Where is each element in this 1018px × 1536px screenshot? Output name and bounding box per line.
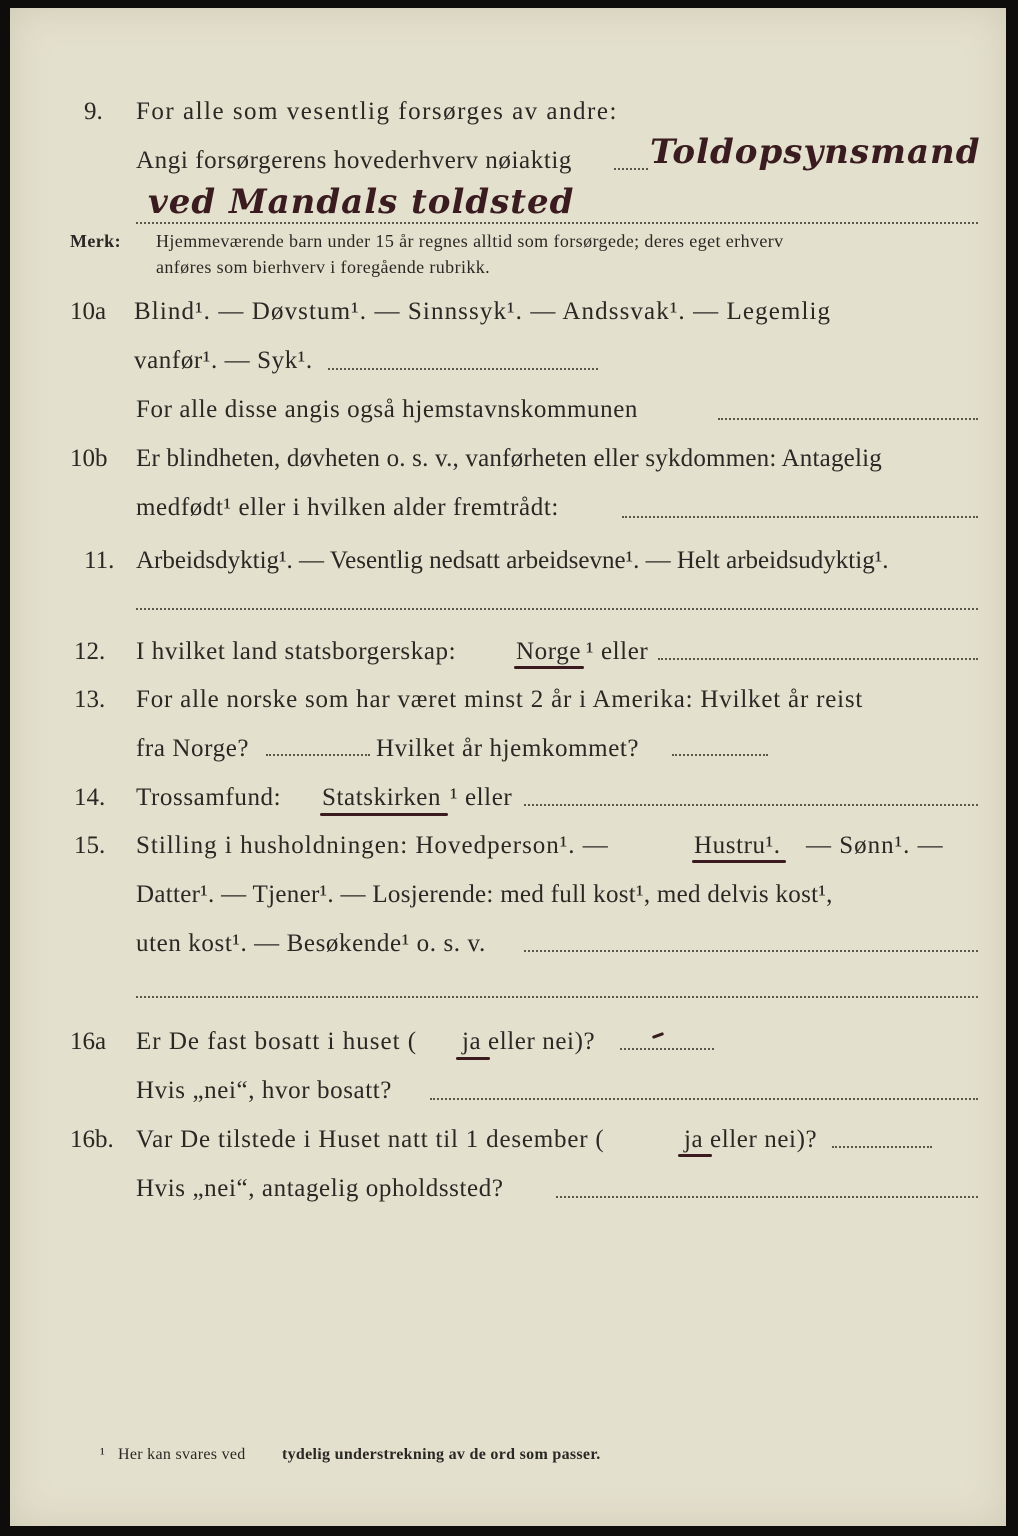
q16b-opholdssted-answer-line — [556, 1196, 978, 1198]
q10b-answer-line — [622, 516, 978, 518]
q15-answer-line2 — [136, 996, 978, 998]
q16b-line1c: eller nei)? — [710, 1126, 818, 1153]
q16a-option-ja: ja — [462, 1028, 482, 1055]
q16b-answer-line — [832, 1146, 932, 1148]
q10a-syk-answer-line — [328, 368, 598, 370]
q9-line1: For alle som vesentlig forsørges av andre: — [136, 98, 618, 125]
footnote-mark: ¹ — [100, 1446, 106, 1463]
q12-option-norge: Norge — [516, 638, 582, 665]
q16a-line1a: Er De fast bosatt i huset ( — [136, 1028, 418, 1055]
q10a-line3: For alle disse angis også hjemstavnskommunen — [136, 396, 639, 423]
q9-handwritten-answer-1: Toldopsynsmand — [650, 132, 981, 172]
q13-reist-answer-line — [266, 754, 370, 756]
q13-line2b: Hvilket år hjemkommet? — [376, 735, 640, 762]
q10b-number: 10b — [70, 445, 108, 472]
q10b-line2: medfødt¹ eller i hvilken alder fremtrådt: — [136, 494, 559, 521]
q11-line1: Arbeidsdyktig¹. — Vesentlig nedsatt arbeidsevne¹. — Helt arbeidsudyktig¹. — [136, 547, 889, 574]
merk-line2: anføres som bierhverv i foregående rubrikk. — [156, 257, 491, 277]
q9-number: 9. — [84, 98, 103, 125]
q11-answer-line — [136, 608, 978, 610]
q10a-line2: vanfør¹. — Syk¹. — [134, 347, 313, 374]
q15-option-hustru: Hustru¹. — [694, 832, 781, 859]
q14-number: 14. — [74, 784, 106, 811]
q13-line1: For alle norske som har været minst 2 år i Amerika: Hvilket år reist — [136, 686, 864, 713]
q13-number: 13. — [74, 686, 106, 713]
q9-handwritten-answer-2: ved Mandals toldsted — [148, 182, 575, 222]
q14-question: Trossamfund: — [136, 784, 282, 811]
q16b-ja-underline — [678, 1154, 712, 1157]
q16a-line1c: eller nei)? — [488, 1028, 596, 1055]
footnote-text-1: Her kan svares ved — [118, 1446, 246, 1463]
q13-line2a: fra Norge? — [136, 735, 250, 762]
q12-eller: ¹ eller — [586, 638, 649, 665]
q10a-kommune-answer-line — [718, 418, 978, 420]
q10a-number: 10a — [70, 298, 107, 325]
q16a-bosatt-answer-line — [430, 1098, 978, 1100]
census-form-page — [10, 8, 1006, 1526]
q16b-option-ja: ja — [684, 1126, 704, 1153]
q11-number: 11. — [84, 547, 115, 574]
q16b-line1a: Var De tilstede i Huset natt til 1 desember ( — [136, 1126, 605, 1153]
q15-line1c: — Sønn¹. — — [806, 832, 944, 859]
merk-line1: Hjemmeværende barn under 15 år regnes alltid som forsørgede; deres eget erhverv — [156, 231, 784, 251]
q13-hjemkommet-answer-line — [672, 754, 768, 756]
q14-statskirken-underline — [320, 813, 448, 816]
q9-line2: Angi forsørgerens hovederhverv nøiaktig — [136, 147, 573, 174]
q16b-line2: Hvis „nei“, antagelig opholdssted? — [136, 1175, 504, 1202]
q16a-ja-underline — [456, 1057, 490, 1060]
q14-answer-line — [524, 804, 978, 806]
q15-number: 15. — [74, 832, 106, 859]
merk-label: Merk: — [70, 231, 121, 251]
q12-question: I hvilket land statsborgerskap: — [136, 638, 457, 665]
q16a-answer-line — [620, 1048, 714, 1050]
q10a-line1: Blind¹. — Døvstum¹. — Sinnssyk¹. — Andssvak¹. — Legemlig — [134, 298, 832, 325]
q15-line2: Datter¹. — Tjener¹. — Losjerende: med full kost¹, med delvis kost¹, — [136, 881, 833, 908]
q9-answer-line2 — [136, 222, 978, 224]
q12-norge-underline — [514, 666, 584, 669]
q16b-number: 16b. — [70, 1126, 114, 1153]
q14-option-statskirken: Statskirken — [322, 784, 442, 811]
q15-line3: uten kost¹. — Besøkende¹ o. s. v. — [136, 930, 486, 957]
q16a-line2: Hvis „nei“, hvor bosatt? — [136, 1077, 393, 1104]
q16a-number: 16a — [70, 1028, 107, 1055]
q12-number: 12. — [74, 638, 106, 665]
q9-answer-line1 — [614, 168, 648, 170]
q15-line1a: Stilling i husholdningen: Hovedperson¹. — — [136, 832, 609, 859]
q15-answer-line — [524, 950, 978, 952]
q12-answer-line — [658, 658, 978, 660]
q14-eller: ¹ eller — [450, 784, 513, 811]
q15-hustru-underline — [692, 860, 786, 863]
q10b-line1: Er blindheten, døvheten o. s. v., vanførheten eller sykdommen: Antagelig — [136, 445, 882, 472]
footnote-text-2: tydelig understrekning av de ord som passer. — [282, 1446, 601, 1463]
q16a-check-mark — [652, 1032, 664, 1039]
